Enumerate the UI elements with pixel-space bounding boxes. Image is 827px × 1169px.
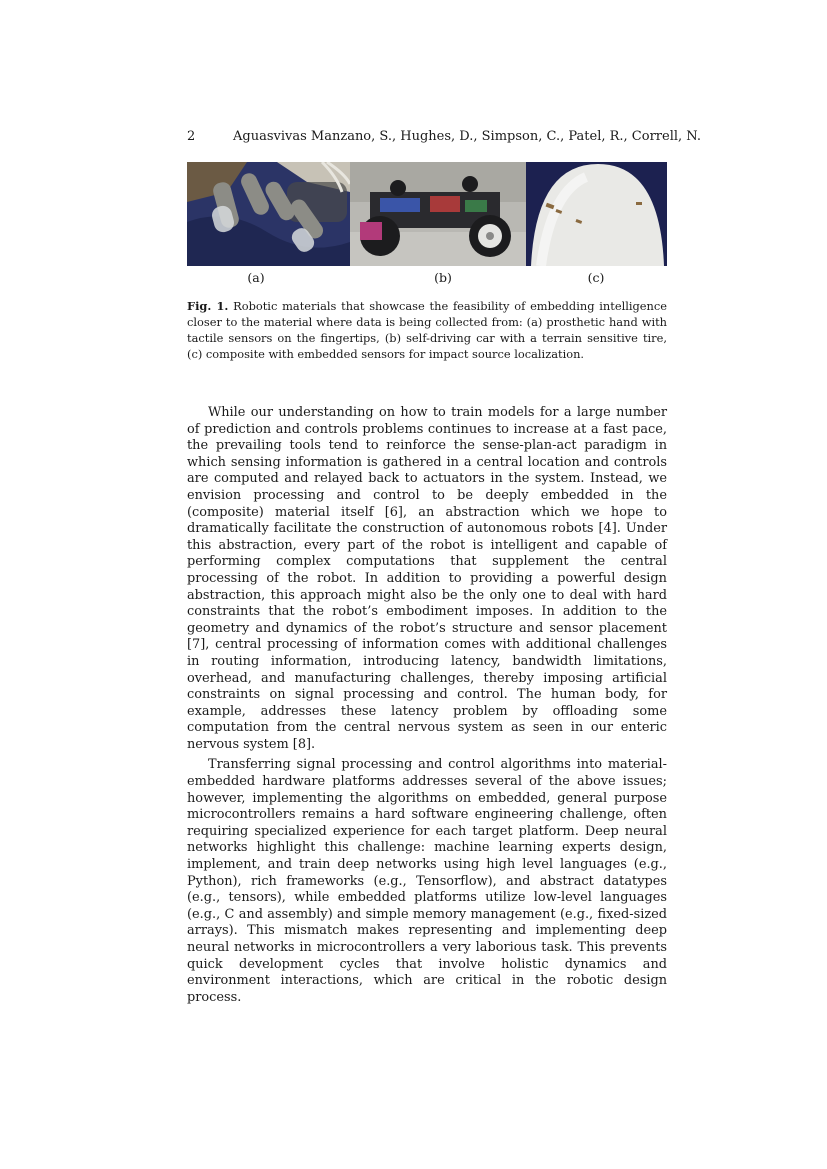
running-authors: Aguasvivas Manzano, S., Hughes, D., Simpson, C., Patel, R., Correll, N. bbox=[233, 129, 701, 144]
paragraph: Transferring signal processing and control algorithms into material-embedded hardware platforms addresses several of the above issues; however, implementing the algorithms on embedded, general purpose microcontrollers remains a hard software engineering challenge, often requiring specialized experience for each target platform. Deep neural networks highlight this challenge: machine learning experts design, implement, and train deep networks using high level languages (e.g., Python), rich frameworks (e.g., Tensorflow), and abstract datatypes (e.g., tensors), while embedded platforms utilize low-level languages (e.g., C and assembly) and simple memory management (e.g., fixed-sized arrays). This mismatch makes representing and implementing deep neural networks in microcontrollers a very laborious task. This prevents quick development cycles that involve holistic dynamics and environment interactions, which are critical in the robotic design process. bbox=[187, 757, 667, 1005]
figure-caption bbox=[187, 298, 667, 362]
page-number: 2 bbox=[187, 129, 196, 144]
figure-1 bbox=[187, 162, 667, 266]
panel-label-b: (b) bbox=[434, 270, 452, 285]
body-text bbox=[187, 405, 667, 1006]
photo-self-driving-car bbox=[350, 162, 526, 266]
photo-composite-dome bbox=[526, 162, 667, 266]
paragraph: While our understanding on how to train models for a large number of prediction and controls problems continues to increase at a fast pace, the prevailing tools tend to reinforce the sense-plan-act paradigm in which sensing information is gathered in a central location and controls are computed and relayed back to actuators in the system. Instead, we envision processing and control to be deeply embedded in the (composite) material itself [6], an abstraction which we hope to dramatically facilitate the construction of autonomous robots [4]. Under this abstraction, every part of the robot is intelligent and capable of performing complex computations that supplement the central processing of the robot. In addition to providing a powerful design abstraction, this approach might also be the only one to deal with hard constraints that the robot’s embodiment imposes. In addition to the geometry and dynamics of the robot’s structure and sensor placement [7], central processing of information comes with additional challenges in routing information, introducing latency, bandwidth limitations, overhead, and manufacturing challenges, thereby imposing artificial constraints on signal processing and control. The human body, for example, addresses these latency problem by offloading some computation from the central nervous system as seen in our enteric nervous system [8]. bbox=[187, 405, 667, 752]
panel-label-a: (a) bbox=[247, 270, 265, 285]
caption-label: Fig. 1. bbox=[187, 299, 229, 313]
caption-text: Robotic materials that showcase the feasibility of embedding intelligence closer to the material where data is being collected from: (a) prosthetic hand with tactile sensors on the fingertips, (b) self-driving car with a terrain sensitive tire, (c) composite with embedded sensors for impact source localization. bbox=[187, 299, 667, 361]
panel-label-c: (c) bbox=[587, 270, 605, 285]
photo-prosthetic-hand bbox=[187, 162, 350, 266]
